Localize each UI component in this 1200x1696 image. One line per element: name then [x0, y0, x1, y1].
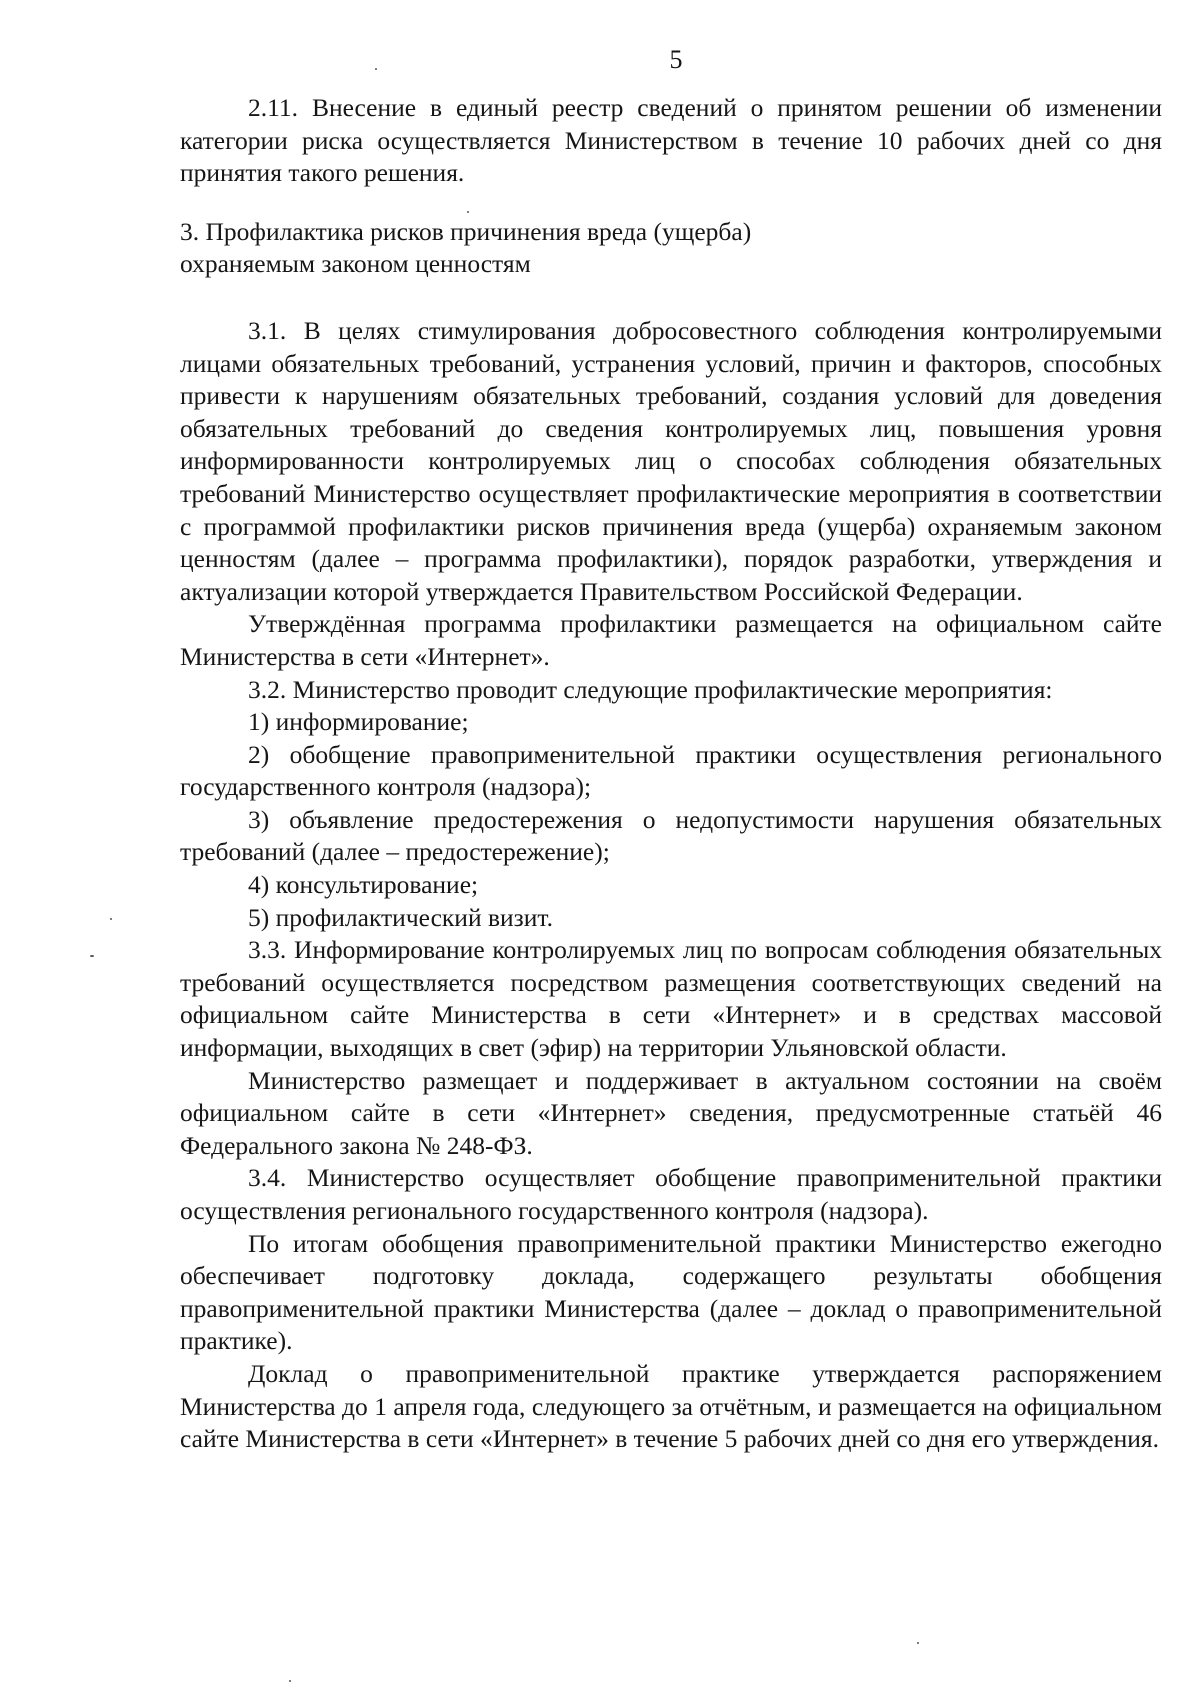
scan-speck: [90, 955, 94, 957]
paragraph-2-11: 2.11. Внесение в единый реестр сведений о принятом решении об изменении категории риска осуществляется Министерством в течение 10 рабочих дней со дня принятия такого решения.: [180, 93, 1162, 188]
section-title-line-2: охраняемым законом ценностям: [180, 249, 531, 279]
paragraph-3-1: 3.1. В целях стимулирования добросовестного соблюдения контролируемыми лицами обязательных требований, устранения условий, причин и факторов, способных привести к нарушениям обязательных требований, создания условий для доведения обязательных требований до сведения контролируемых лиц, повышения уровня информированности контролируемых лиц о способах соблюдения обязательных требований Министерство осуществляет профилактические мероприятия в соответствии с программой профилактики рисков причинения вреда (ущерба) охраняемым законом ценностям (далее – программа профилактики), порядок разработки, утверждения и актуализации которой утверждается Правительством Российской Федерации.: [180, 315, 1162, 606]
list-item-1: 1) информирование;: [248, 707, 469, 737]
list-item-3: 3) объявление предостережения о недопустимости нарушения обязательных требований (далее – предостережение);: [180, 804, 1162, 867]
page-number: 5: [669, 45, 683, 74]
list-item-4: 4) консультирование;: [248, 870, 479, 900]
list-item-5: 5) профилактический визит.: [248, 902, 553, 932]
paragraph-3-2: 3.2. Министерство проводит следующие профилактические мероприятия:: [248, 674, 1053, 704]
section-title-line-1: 3. Профилактика рисков причинения вреда (ущерба): [180, 216, 752, 246]
scan-speck: [467, 211, 469, 213]
paragraph-3-3: 3.3. Информирование контролируемых лиц по вопросам соблюдения обязательных требований осуществляется посредством размещения соответствующих сведений на официальном сайте Министерства в сети «Интернет» и в средствах массовой информации, выходящих в свет (эфир) на территории Ульяновской области.: [180, 935, 1162, 1063]
paragraph-annual-report: По итогам обобщения правоприменительной практики Министерство ежегодно обеспечивает подготовку доклада, содержащего результаты обобщения правоприменительной практики Министерства (далее – доклад о правоприменительной практике).: [180, 1228, 1162, 1356]
section-title: [180, 216, 1162, 281]
list-item-2: 2) обобщение правоприменительной практики осуществления регионального государственного контроля (надзора);: [180, 739, 1162, 802]
scan-speck: [289, 1680, 291, 1682]
paragraph-ministry-publishes: Министерство размещает и поддерживает в актуальном состоянии на своём официальном сайте в сети «Интернет» сведения, предусмотренные статьёй 46 Федерального закона № 248-ФЗ.: [180, 1065, 1162, 1160]
paragraph-3-4: 3.4. Министерство осуществляет обобщение правоприменительной практики осуществления регионального государственного контроля (надзора).: [180, 1163, 1162, 1225]
scan-speck: [110, 918, 112, 920]
scan-speck: [917, 1642, 919, 1644]
paragraph-report-approval: Доклад о правоприменительной практике утверждается распоряжением Министерства до 1 апреля года, следующего за отчётным, и размещается на официальном сайте Министерства в сети «Интернет» в течение 5 рабочих дней со дня его утверждения.: [180, 1358, 1162, 1454]
scan-speck: [375, 68, 377, 70]
paragraph-program-published: Утверждённая программа профилактики размещается на официальном сайте Министерства в сети «Интернет».: [180, 609, 1162, 671]
document-body: [180, 92, 1162, 1456]
